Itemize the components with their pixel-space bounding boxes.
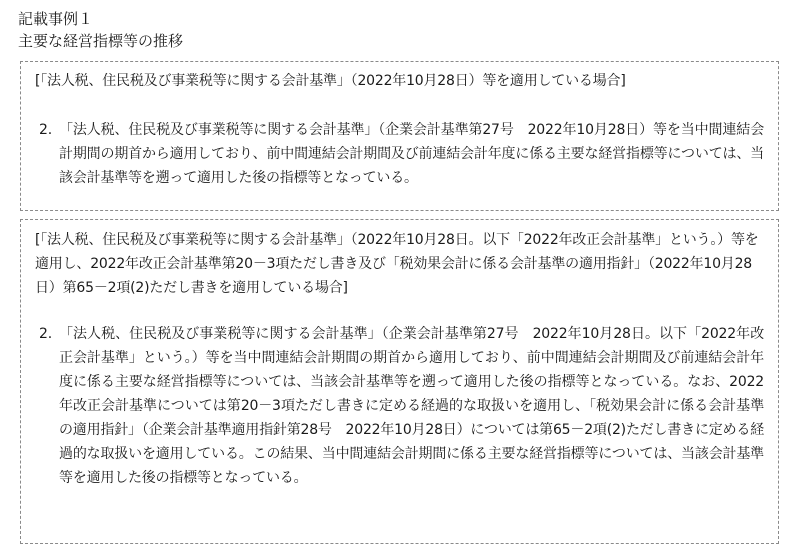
case-item [35, 118, 764, 190]
item-number: 2. [39, 122, 52, 138]
document-title: 記載事例１ [18, 10, 94, 28]
document-header [18, 8, 778, 52]
case-condition: [「法人税、住民税及び事業税等に関する会計基準」（2022年10月28日。以下「2022年改正会計基準」という。）等を適用し、2022年改正会計基準第20－3項ただし書き及び「税効果会計に係る会計基準の適用指針」（2022年10月28日）第65－2項(2)ただし書きを適用している場合] [35, 232, 759, 296]
item-text: 「法人税、住民税及び事業税等に関する会計基準」（企業会計基準第27号 2022年10月28日）等を当中間連結会計期間の期首から適用しており、前中間連結会計期間及び前連結会計年度に係る主要な経営指標等については、当該会計基準等を遡って適用した後の指標等となっている。 [59, 122, 764, 186]
document-subtitle: 主要な経営指標等の推移 [18, 32, 184, 50]
item-text: 「法人税、住民税及び事業税等に関する会計基準」（企業会計基準第27号 2022年10月28日。以下「2022年改正会計基準」という。）等を当中間連結会計期間の期首から適用しており、前中間連結会計期間及び前連結会計年度に係る主要な経営指標等については、当該会計基準等を遡って適用した後の指標等となっている。なお、2022年改正会計基準については第20－3項ただし書きに定める経過的な取扱いを適用し、「税効果会計に係る会計基準の適用指針」（企業会計基準適用指針第28号 2022年10月28日）については第65－2項(2)ただし書きに定める経過的な取扱いを適用している。この結果、当中間連結会計期間に係る主要な経営指標等については、当該会計基準等を適用した後の指標等となっている。 [59, 326, 764, 486]
item-number: 2. [39, 326, 52, 342]
case-condition: [「法人税、住民税及び事業税等に関する会計基準」（2022年10月28日）等を適用している場合] [35, 73, 626, 89]
case-box-transitional [20, 219, 779, 544]
case-box-standard [20, 61, 779, 211]
case-item [35, 322, 764, 490]
